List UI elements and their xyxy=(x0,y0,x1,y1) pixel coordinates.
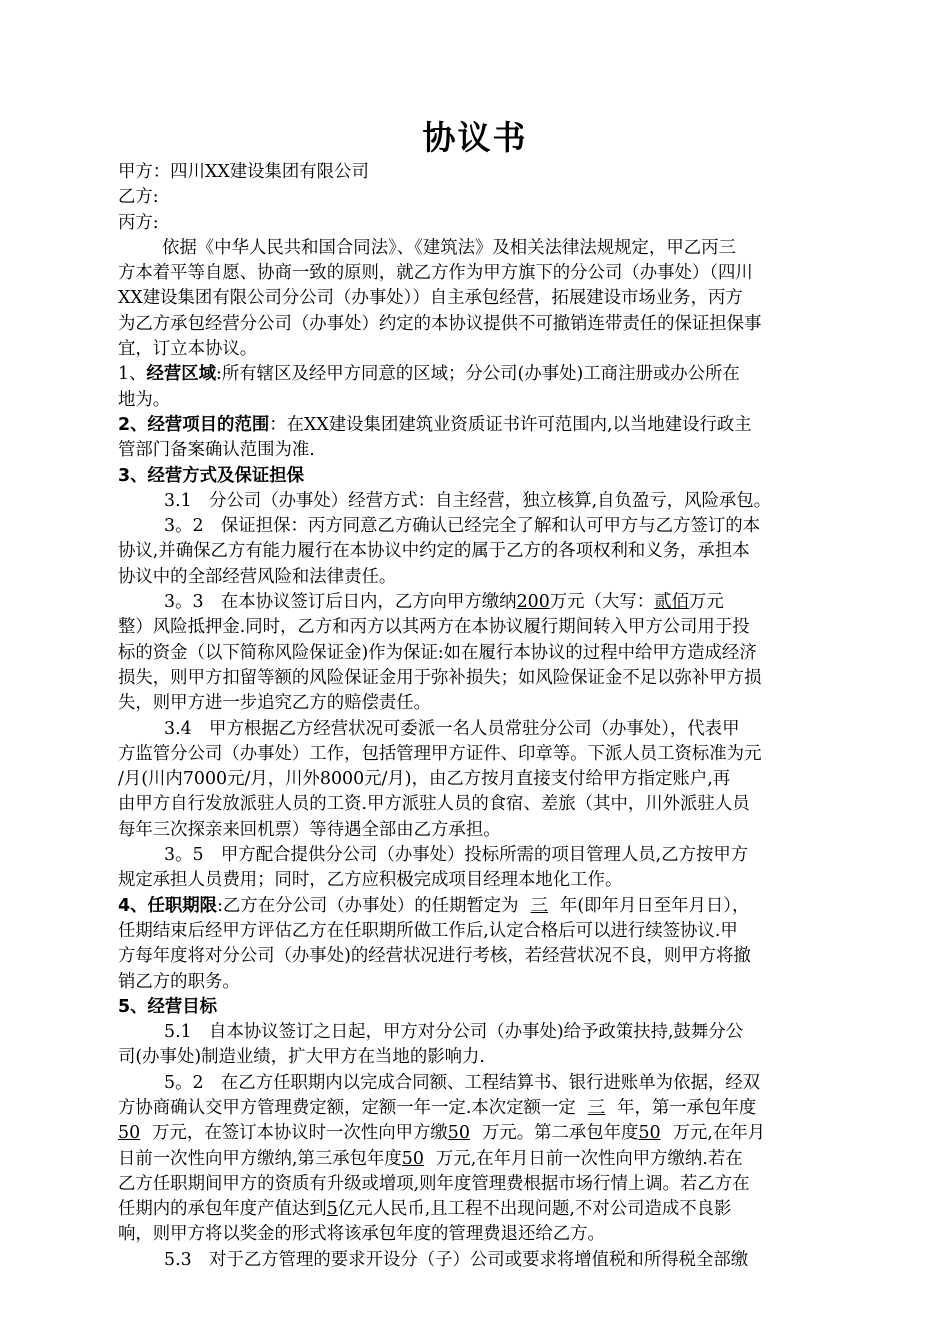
clause-3-4-line: 3.4 甲方根据乙方经营状况可委派一名人员常驻分公司（办事处），代表甲 xyxy=(164,718,740,739)
section-1-text: 地为。 xyxy=(118,389,171,410)
section-2-text: ：在XX建设集团建筑业资质证书许可范围内,以当地建设行政主 xyxy=(269,414,752,435)
clause-3-3-line: 标的资金（以下简称风险保证金)作为保证:如在履行本协议的过程中给甲方造成经济 xyxy=(118,642,757,663)
clause-3-5-line: 规定承担人员费用；同时，乙方应积极完成项目经理本地化工作。 xyxy=(118,870,623,891)
party-b-line: 乙方: xyxy=(118,187,159,208)
document-body xyxy=(118,160,838,1273)
intro-line: 方本着平等自愿、协商一致的原则，就乙方作为甲方旗下的分公司（办事处）（四川 xyxy=(118,263,753,284)
first-payment: 50 xyxy=(447,1123,470,1144)
clause-3-4-line: 每年三次探亲来回机票）等待遇全部由乙方承担。 xyxy=(118,819,501,840)
clause-3-3-line: 失，则甲方进一步追究乙方的赔偿责任。 xyxy=(118,693,432,714)
quota-years: 三 xyxy=(587,1097,606,1118)
section-3-heading: 3、经营方式及保证担保 xyxy=(118,465,305,486)
section-3 xyxy=(118,464,838,894)
intro-line: 为乙方承包经营分公司（办事处）约定的本协议提供不可撤销连带责任的保证担保事 xyxy=(118,313,762,334)
section-1-text: :所有辖区及经甲方同意的区域；分公司(办事处)工商注册或办公所在 xyxy=(216,364,740,385)
clause-3-4-line: 方监管分公司（办事处）工作，包括管理甲方证件、印章等。下派人员工资标准为元 xyxy=(118,743,762,764)
section-1-label: 经营区域 xyxy=(146,364,217,385)
clause-5-2-line: 响，则甲方将以奖金的形式将该承包年度的管理费退还给乙方。 xyxy=(118,1224,605,1245)
third-year-fee: 50 xyxy=(401,1148,424,1169)
section-5-heading: 5、经营目标 xyxy=(118,996,218,1017)
section-5 xyxy=(118,995,838,1273)
section-4-text: 方每年度将对分公司（办事处)的经营状况进行考核，若经营状况不良，则甲方将撤 xyxy=(118,946,751,967)
section-4-text: 任期结束后经甲方评估乙方在任职期所做工作后,认定合格后可以进行续签协议.甲 xyxy=(118,920,738,941)
document-title: 协议书 xyxy=(422,118,528,157)
clause-3-3-line: 损失，则甲方扣留等额的风险保证金用于弥补损失；如风险保证金不足以弥补甲方损 xyxy=(118,667,762,688)
section-1 xyxy=(118,362,838,413)
clause-3-2-line: 协议中的全部经营风险和法律责任。 xyxy=(118,566,397,587)
section-4: 4、任职期限:乙方在分公司（办事处）的任期暂定为 三 年(即年月日至年月日）， 任期结束后经甲方评估乙方在任职期所做工作后,认定合格后可以进行续签协议.甲 方每年度将对分公司（办事处)的经营状况进行考核，若经营状况不良，则甲方将撤 销乙方的职务。 xyxy=(118,894,838,995)
section-1-number: 1、 xyxy=(118,364,147,385)
second-year-fee: 50 xyxy=(638,1123,661,1144)
clause-3-3-line: 整）风险抵押金.同时，乙方和丙方以其两方在本协议履行期间转入甲方公司用于投 xyxy=(118,617,750,638)
clause-5-2-line: 乙方任职期间甲方的资质有升级或增项,则年度管理费根据市场行情上调。若乙方在 xyxy=(118,1173,750,1194)
deposit-amount-words: 贰佰 xyxy=(654,592,689,613)
section-4-label: 4、任职期限 xyxy=(118,895,218,916)
section-4-text: 销乙方的职务。 xyxy=(118,971,240,992)
party-a-line: 甲方：四川XX建设集团有限公司 xyxy=(118,162,369,182)
clause-3-2-line: 协议,并确保乙方有能力履行在本协议中约定的属于乙方的各项权利和义务，承担本 xyxy=(118,541,750,562)
clause-5-1-line: 5.1 自本协议签订之日起，甲方对分公司（办事处)给予政策扶持,鼓舞分公 xyxy=(164,1022,744,1043)
clause-3-5-line: 3。5 甲方配合提供分公司（办事处）投标所需的项目管理人员,乙方按甲方 xyxy=(164,845,749,866)
clause-5-2-line: 任期内的承包年度产值达到5亿元人民币,且工程不出现问题,不对公司造成不良影 xyxy=(118,1199,732,1220)
clause-3-1: 3.1 分公司（办事处）经营方式：自主经营，独立核算,自负盈亏，风险承包。 xyxy=(164,490,772,511)
intro-line: 宜，订立本协议。 xyxy=(118,339,258,360)
clause-3-2-line: 3。2 保证担保：丙方同意乙方确认已经完全了解和认可甲方与乙方签订的本 xyxy=(164,516,761,537)
clause-5-2-line: 5。2 在乙方任职期内以完成合同额、工程结算书、银行进账单为依据，经双 xyxy=(164,1072,761,1093)
output-target: 5 xyxy=(326,1199,338,1220)
clause-3-4-line: /月(川内7000元/月，川外8000元/月)，由乙方按月直接支付给甲方指定账户,再 xyxy=(118,769,731,790)
section-2 xyxy=(118,413,838,464)
deposit-amount: 200 xyxy=(516,592,550,613)
clause-5-3-line: 5.3 对于乙方管理的要求开设分（子）公司或要求将增值税和所得税全部缴 xyxy=(164,1249,749,1270)
clause-5-2-line: 方协商确认交甲方管理费定额，定额一年一定.本次定额一定 三 年，第一承包年度 xyxy=(118,1097,757,1118)
first-year-fee: 50 xyxy=(118,1123,141,1144)
intro-line: XX建设集团有限公司分公司（办事处））自主承包经营，拓展建设市场业务，丙方 xyxy=(118,288,743,309)
clause-5-2-line: 日前一次性向甲方缴纳,第三承包年度50 万元,在年月日前一次性向甲方缴纳.若在 xyxy=(118,1148,743,1169)
intro-paragraph xyxy=(118,236,838,362)
section-2-label: 2、经营项目的范围 xyxy=(118,414,270,435)
intro-line: 依据《中华人民共和国合同法》、《建筑法》及相关法律法规规定，甲乙丙三 xyxy=(162,237,736,258)
clause-3-4-line: 由甲方自行发放派驻人员的工资.甲方派驻人员的食宿、差旅（其中，川外派驻人员 xyxy=(118,794,750,815)
party-c-line: 丙方: xyxy=(118,212,159,233)
section-2-text: 管部门备案确认范围为准. xyxy=(118,440,315,461)
clause-3-3-line: 3。3 在本协议签订后日内，乙方向甲方缴纳200万元（大写：贰佰万元 xyxy=(164,592,724,613)
term-years: 三 xyxy=(530,895,548,916)
clause-5-1-line: 司(办事处)制造业绩，扩大甲方在当地的影响力. xyxy=(118,1047,485,1068)
clause-5-2-line: 50 万元，在签订本协议时一次性向甲方缴50 万元。第二承包年度50 万元,在年月 xyxy=(118,1123,766,1144)
